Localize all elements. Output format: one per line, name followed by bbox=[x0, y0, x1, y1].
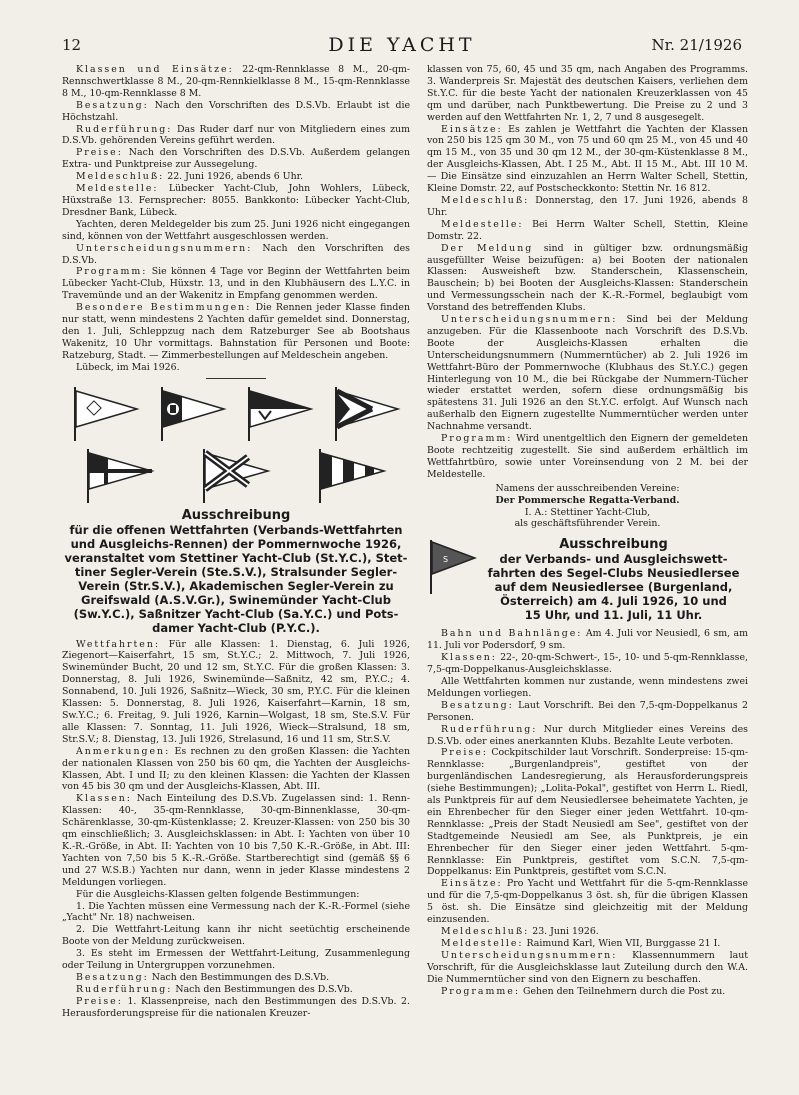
paragraph-lead: Programm: bbox=[76, 266, 148, 278]
heading-line: als geschäftsführender Verein. bbox=[514, 518, 661, 530]
paragraph-text: Für die Ausgleichs-Klassen gelten folgende Bestimmungen: bbox=[76, 888, 360, 900]
neusiedlersee-section bbox=[427, 628, 748, 997]
paragraph-lead: Unterscheidungsnummern: bbox=[441, 949, 618, 961]
page-number: 12 bbox=[62, 36, 82, 54]
paragraph bbox=[62, 924, 410, 948]
paragraph-text: Nach den Bestimmungen des D.S.Vb. bbox=[148, 971, 330, 983]
paragraph-lead: Wettfahrten: bbox=[76, 638, 161, 650]
paragraph-text: Es rechnen zu den großen Klassen: die Yachten der nationalen Klassen von 250 bis 60 qm, die Yachten der Ausgleichs-Klassen, Abt. I und II; zu den kleinen Klassen: die Yachten der Klassen von 45 bis 30 qm und der Ausgleichs-Klassen, Abt. III. bbox=[62, 745, 410, 793]
paragraph-lead: Meldestelle: bbox=[441, 937, 524, 949]
paragraph-lead: Anmerkungen: bbox=[76, 745, 171, 757]
paragraph-lead: Meldestelle: bbox=[76, 183, 159, 195]
paragraph-lead: Preise: bbox=[76, 147, 123, 159]
paragraph-text: 22-, 20-qm-Schwert-, 15-, 10- und 5-qm-Rennklasse, 7,5-qm-Doppelkanus-Ausgleichsklasse. bbox=[427, 652, 748, 676]
paragraph-text: Alle Wettfahrten kommen nur zustande, wenn mindestens zwei Meldungen vorliegen. bbox=[427, 675, 748, 699]
paragraph-lead: Unterscheidungsnummern: bbox=[441, 314, 618, 326]
paragraph-text: Nach den Vorschriften des D.S.Vb. Erlaubt ist die Höchstzahl. bbox=[62, 99, 410, 123]
issue-number: Nr. 21/1926 bbox=[651, 36, 742, 54]
paragraph-lead: Besatzung: bbox=[76, 99, 149, 111]
paragraph-text: Das Ruder darf nur von Mitgliedern eines zum D.S.Vb. gehörenden Vereins geführt werden. bbox=[62, 123, 410, 147]
paragraph bbox=[427, 676, 748, 700]
paragraph-text: Lübecker Yacht-Club, John Wohlers, Lübeck, Hüxstraße 13. Fernsprecher: 8055. Bankkonto: Lübecker Yacht-Club, Dresdner Bank, Lübeck. bbox=[62, 183, 410, 218]
paragraph-lead: Besatzung: bbox=[76, 971, 149, 983]
svg-text:S: S bbox=[443, 555, 449, 565]
pommernwoche-section bbox=[62, 639, 410, 1020]
paragraph-text: Es zahlen je Wettfahrt die Yachten der Klassen von 250 bis 125 qm 30 M., von 75 und 60 qm 25 M., von 45 und 40 qm 15 M., von 35 und 30 qm 12 M., der 30-qm-Küstenklasse 8 M., der Ausgleichs-Klassen, Abt. I 25 M., Abt. II 15 M., Abt. III 10 M. — Die Einsätze sind einzuzahlen an Herrn Walter Schell, Stettin, Kleine Domstr. 22, auf Postscheckkonto: Stettin Nr. 16 812. bbox=[427, 123, 748, 195]
heading-line: tiner Segler-Verein (Ste.S.V.), Stralsunder Segler- bbox=[74, 564, 398, 579]
paragraph-text: Am 4. Juli vor Neusiedl, 6 sm, am 11. Juli vor Podersdorf, 9 sm. bbox=[427, 628, 748, 652]
paragraph bbox=[427, 195, 748, 219]
paragraph bbox=[62, 64, 410, 100]
paragraph-text: Nach den Vorschriften des D.S.Vb. Außerdem gelangen Extra- und Punktpreise zur Aussegelung. bbox=[62, 147, 410, 171]
heading-line: Ausschreibung bbox=[559, 537, 668, 553]
paragraph-lead: Meldestelle: bbox=[441, 218, 524, 230]
pennant-row-2 bbox=[62, 447, 410, 505]
heading-line: 15 Uhr, und 11. Juli, 11 Uhr. bbox=[524, 608, 703, 623]
paragraph-lead: Ruderführung: bbox=[76, 983, 173, 995]
paragraph-lead: Einsätze: bbox=[441, 878, 503, 890]
paragraph-text: 22. Juni 1926, abends 6 Uhr. bbox=[164, 171, 304, 183]
paragraph-text: Yachten, deren Meldegelder bis zum 25. Juni 1926 nicht eingegangen sind, können von der Wettfahrt ausgeschlossen werden. bbox=[62, 218, 410, 242]
paragraph bbox=[62, 219, 410, 243]
paragraph-text: Bei Herrn Walter Schell, Stettin, Kleine Domstr. 22. bbox=[427, 218, 748, 242]
paragraph bbox=[62, 302, 410, 362]
paragraph bbox=[427, 243, 748, 314]
pommernwoche-continued bbox=[427, 64, 748, 481]
paragraph bbox=[62, 100, 410, 124]
paragraph bbox=[62, 948, 410, 972]
heading-line: Der Pommersche Regatta-Verband. bbox=[495, 494, 680, 506]
club-pennant-4-icon bbox=[332, 385, 402, 441]
paragraph-lead: Klassen und Einsätze: bbox=[76, 64, 234, 75]
paragraph-lead: Meldeschluß: bbox=[76, 171, 165, 183]
paragraph-text: Sie können 4 Tage vor Beginn der Wettfahrten beim Lübecker Yacht-Club, Hüxstr. 13, und in den Klubhäusern des L.Y.C. in Travemünde und an der Wakenitz in Empfang genommen werden. bbox=[62, 266, 410, 302]
neusiedlersee-heading bbox=[479, 538, 748, 622]
paragraph-text: Cockpitschilder laut Vorschrift. Sonderpreise: 15-qm-Rennklasse: „Burgenlandpreis", gestiftet von der burgenländischen Landesregierung, als Herausforderungspreis (siehe Bestimmungen); „Lolita-Pokal", gestiftet von Herrn L. Riedl, als Punktpreis für auf dem Neusiedlersee beheimatete Yachten, je ein Ehrenbecher für den Sieger einer jeden Wettfahrt. 10-qm-Rennklasse: „Preis der Stadt Neusiedl am See", gestiftet von der Stadtgemeinde Neusiedl am See, als Punktpreis, je ein Ehrenbecher für den Sieger einer jeden Wettfahrt. 5-qm-Rennklasse: Ein Punktpreis, gestiftet vom S.C.N. 7,5-qm-Doppelkanus: Ein Punktpreis, gestiftet vom S.C.N. bbox=[427, 747, 748, 878]
heading-line: und Ausgleichs-Rennen) der Pommernwoche 1926, bbox=[70, 536, 402, 551]
paragraph-text: Die Rennen jeder Klasse finden nur statt, wenn mindestens 2 Yachten dafür gemeldet sind. Donnerstag, den 1. Juli, Schleppzug nach dem Ratzeburger See ab Bootshaus Wakenitz, 10 Uhr vormittags. Bahnstation für Personen und Boote: Ratzeburg, Stadt. — Zimmerbestellungen auf Meldeschein angeben. bbox=[62, 302, 411, 361]
paragraph-text: Pro Yacht und Wettfahrt für die 5-qm-Rennklasse und für die 7,5-qm-Doppelkanus 3 öst. sh, für die übrigen Klassen 5 öst. sh. Die Einsätze sind gleichzeitig mit der Meldung einzusenden. bbox=[427, 878, 748, 926]
paragraph bbox=[62, 147, 410, 171]
heading-line: für die offenen Wettfahrten (Verbands-Wettfahrten bbox=[69, 522, 403, 537]
paragraph-lead: Besatzung: bbox=[441, 699, 514, 711]
paragraph-text: Raimund Karl, Wien VII, Burggasse 21 I. bbox=[523, 937, 721, 949]
paragraph-lead: Ruderführung: bbox=[441, 723, 538, 735]
paragraph-lead: Besondere Bestimmungen: bbox=[76, 302, 252, 314]
club-pennant-7-icon bbox=[316, 447, 388, 503]
paragraph-lead: Programme: bbox=[441, 985, 520, 997]
paragraph bbox=[427, 724, 748, 748]
paragraph bbox=[427, 986, 748, 998]
heading-line: (Sw.Y.C.), Saßnitzer Yacht-Club (Sa.Y.C.) und Pots- bbox=[73, 606, 399, 621]
paragraph bbox=[62, 996, 410, 1020]
paragraph-text: klassen von 75, 60, 45 und 35 qm, nach Angaben des Programms. 3. Wanderpreis Sr. Majestät des deutschen Kaisers, verliehen dem St.Y.C. für die beste Yacht der nationalen Kreuzerklassen von 45 qm und darüber, nach Punktbewertung. Die Preise zu 2 und 3 werden auf den Wettfahrten Nr. 1, 2, 7 und 8 ausgesegelt. bbox=[427, 64, 748, 123]
paragraph bbox=[427, 314, 748, 433]
paragraph-lead: Preise: bbox=[441, 747, 488, 759]
paragraph-text: Wird unentgeltlich den Eignern der gemeldeten Boote rechtzeitig zugestellt. Sie sind außerdem erhältlich im Wettfahrtbüro, sowie unter Voreinsendung von 2 M. bei der Meldestelle. bbox=[427, 433, 748, 480]
paragraph bbox=[62, 984, 410, 996]
right-column bbox=[427, 64, 748, 997]
paragraph-lead: Klassen: bbox=[76, 793, 132, 805]
paragraph bbox=[427, 938, 748, 950]
paragraph bbox=[427, 219, 748, 243]
paragraph-lead: Preise: bbox=[76, 995, 123, 1007]
paragraph-lead: Bahn und Bahnlänge: bbox=[441, 628, 583, 640]
paragraph-text: 1. Klassenpreise, nach den Bestimmungen des D.S.Vb. 2. Herausforderungspreise für die nationalen Kreuzer- bbox=[62, 995, 410, 1019]
paragraph-text: Gehen den Teilnehmern durch die Post zu. bbox=[520, 985, 726, 997]
paragraph-text: Sind bei der Meldung anzugeben. Für die Klassenboote nach Vorschrift des D.S.Vb. Boote der Ausgleichs-Klassen erhalten die Unterscheidungsnummern (Nummerntücher) ab 2. Juli 1926 im Wettfahrt-Büro der Pommernwoche (Klubhaus des St.Y.C.) gegen Hinterlegung von 10 M., die bei Rückgabe der Nummern-Tücher wieder erstattet werden, sofern diese ordnungsmäßig bis spätestens 31. Juli 1926 an den St.Y.C. erfolgt. Auf Wunsch nach außerhalb den Eignern zugestellte Nummerntücher werden unter Nachnahme versandt. bbox=[427, 314, 748, 433]
paragraph-text: sind in gültiger bzw. ordnungsmäßig ausgefüllter Weise beizufügen: a) bei Booten der nationalen Klassen: Ausweisheft bzw. Standerschein, Klassenschein, Bauschein; b) bei Booten der Ausgleichs-Klassen: Standerschein und Vermessungsschein nach der K.-R.-Formel, beglaubigt vom Vorstand des betreffenden Klubs. bbox=[427, 242, 748, 314]
paragraph-lead: Ruderführung: bbox=[76, 123, 173, 135]
paragraph-lead: Der Meldung bbox=[441, 242, 534, 254]
left-column bbox=[62, 64, 410, 1020]
paragraph bbox=[62, 889, 410, 901]
divider bbox=[206, 378, 266, 379]
paragraph-text: 22-qm-Rennklasse 8 M., 20-qm-Rennschwertklasse 8 M., 20-qm-Rennkielklasse 8 M., 15-qm-Rennklasse 8 M., 10-qm-Rennklasse 8 M. bbox=[62, 64, 410, 99]
club-pennant-3-icon bbox=[245, 385, 315, 441]
heading-line: damer Yacht-Club (P.Y.C.). bbox=[152, 620, 320, 635]
paragraph-text: 1. Die Yachten müssen eine Vermessung nach der K.-R.-Formel (siehe „Yacht" Nr. 18) nachweisen. bbox=[62, 900, 410, 924]
paragraph-lead: Programm: bbox=[441, 433, 513, 445]
paragraph-text: Laut Vorschrift. Bei den 7,5-qm-Doppelkanus 2 Personen. bbox=[427, 699, 748, 723]
paragraph-text: Nach Einteilung des D.S.Vb. Zugelassen sind: 1. Renn-Klassen: 40-, 35-qm-Rennklasse, 30-qm-Binnenklasse, 30-qm-Schärenklasse, 30-qm-Küstenklasse; 2. Kreuzer-Klassen: von 250 bis 30 qm einschließlich; 3. Ausgleichsklassen: in Abt. I: Yachten von über 10 K.-R.-Größe, in Abt. II: Yachten von 10 bis 7,50 K.-R.-Größe, in Abt. III: Yachten von 7,50 bis 5 K.-R.-Größe. Startberechtigt sind (gemäß §§ 6 und 27 W.S.B.) Yachten nur dann, wenn in jeder Klasse mindestens 2 Meldungen vorliegen. bbox=[62, 793, 410, 888]
club-pennant-6-icon bbox=[200, 447, 272, 503]
heading-line: I. A.: Stettiner Yacht-Club, bbox=[524, 506, 651, 518]
heading-line: veranstaltet vom Stettiner Yacht-Club (St.Y.C.), Stet- bbox=[64, 550, 408, 565]
paragraph bbox=[62, 972, 410, 984]
page-header bbox=[62, 36, 742, 58]
pennant-row-1 bbox=[62, 385, 410, 443]
paragraph bbox=[427, 652, 748, 676]
paragraph-lead: Meldeschluß: bbox=[441, 194, 530, 206]
paragraph bbox=[62, 639, 410, 746]
paragraph bbox=[427, 878, 748, 926]
neusiedlersee-heading-block bbox=[427, 538, 748, 622]
paragraph-lead: Einsätze: bbox=[441, 123, 503, 135]
paragraph-lead: Unterscheidungsnummern: bbox=[76, 242, 253, 254]
luebeck-section bbox=[62, 64, 410, 362]
paragraph-text: 23. Juni 1926. bbox=[529, 926, 599, 937]
club-pennant-1-icon bbox=[71, 385, 141, 441]
paragraph bbox=[62, 901, 410, 925]
paragraph-text: Donnerstag, den 17. Juni 1926, abends 8 Uhr. bbox=[427, 194, 748, 218]
paragraph-text: Nur durch Mitglieder eines Vereins des D.S.Vb. oder eines anerkannten Klubs. Bezahlte Leute verboten. bbox=[427, 723, 748, 747]
paragraph bbox=[62, 266, 410, 302]
heading-line: auf dem Neusiedlersee (Burgenland, bbox=[494, 580, 733, 595]
paragraph bbox=[427, 433, 748, 481]
paragraph bbox=[427, 747, 748, 878]
paragraph-text: Nach den Vorschriften des D.S.Vb. bbox=[62, 242, 410, 266]
heading-line: Namens der ausschreibenden Vereine: bbox=[495, 482, 680, 494]
paragraph-text: Für alle Klassen: 1. Dienstag, 6. Juli 1926, Ziegenort—Kaiserfahrt, 15 sm, St.Y.C.; 2. Mittwoch, 7. Juli 1926, Swinemünder Bucht, 20 und 12 sm, St.Y.C. Für die großen Klassen: 3. Donnerstag, 8. Juli 1926, Swinemünde—Saßnitz, 42 sm, P.Y.C.; 4. Sonnabend, 10. Juli 1926, Saßnitz—Wieck, 30 sm, P.Y.C. Für die kleinen Klassen: 5. Donnerstag, 8. Juli 1926, Kaiserfahrt—Karnin, 18 sm, Sw.Y.C.; 6. Freitag, 9. Juli 1926, Karnin—Wolgast, 18 sm, Ste.S.V. Für alle Klassen: 7. Sonntag, 11. Juli 1926, Wieck—Stralsund, 18 sm, Str.S.V.; 8. Dienstag, 13. Juli 1926, Strelasund, 16 und 11 sm, Str.S.V. bbox=[62, 638, 410, 745]
paragraph bbox=[62, 243, 410, 267]
club-pennant-2-icon bbox=[158, 385, 228, 441]
paragraph-text: 3. Es steht im Ermessen der Wettfahrt-Leitung, Zusammenlegung oder Teilung in Untergruppen vorzunehmen. bbox=[62, 948, 410, 972]
heading-line: der Verbands- und Ausgleichswett- bbox=[499, 552, 728, 567]
heading-line: Österreich) am 4. Juli 1926, 10 und bbox=[500, 594, 727, 609]
signature-block bbox=[427, 483, 748, 531]
scn-pennant-icon bbox=[427, 538, 477, 594]
paragraph bbox=[427, 950, 748, 986]
paragraph bbox=[427, 628, 748, 652]
magazine-title: DIE YACHT bbox=[328, 34, 476, 56]
paragraph bbox=[427, 124, 748, 195]
paragraph bbox=[62, 183, 410, 219]
paragraph-text: 2. Die Wettfahrt-Leitung kann ihr nicht seetüchtig erscheinende Boote von der Meldung zurückweisen. bbox=[62, 924, 410, 948]
paragraph bbox=[62, 124, 410, 148]
heading-line: Greifswald (A.S.V.Gr.), Swinemünder Yacht-Club bbox=[81, 592, 391, 607]
paragraph bbox=[427, 926, 748, 938]
heading-line: fahrten des Segel-Clubs Neusiedlersee bbox=[487, 566, 740, 581]
paragraph-lead: Klassen: bbox=[441, 652, 497, 664]
heading-line: Verein (Str.S.V.), Akademischen Segler-Verein zu bbox=[78, 578, 394, 593]
paragraph bbox=[62, 746, 410, 794]
paragraph bbox=[62, 793, 410, 888]
paragraph-text: Nach den Bestimmungen des D.S.Vb. bbox=[172, 983, 353, 995]
paragraph-lead: Meldeschluß: bbox=[441, 926, 530, 937]
heading-line: Ausschreibung bbox=[181, 507, 291, 523]
paragraph bbox=[62, 171, 410, 183]
paragraph bbox=[427, 64, 748, 124]
paragraph-text: Klassennummern laut Vorschrift, für die Ausgleichsklasse laut Zuteilung durch den W.A. Die Nummerntücher sind von den Eignern zu beschaffen. bbox=[427, 949, 748, 985]
club-pennant-5-icon bbox=[84, 447, 156, 503]
pommernwoche-heading bbox=[62, 509, 410, 635]
paragraph bbox=[427, 700, 748, 724]
place-date: Lübeck, im Mai 1926. bbox=[76, 361, 180, 373]
